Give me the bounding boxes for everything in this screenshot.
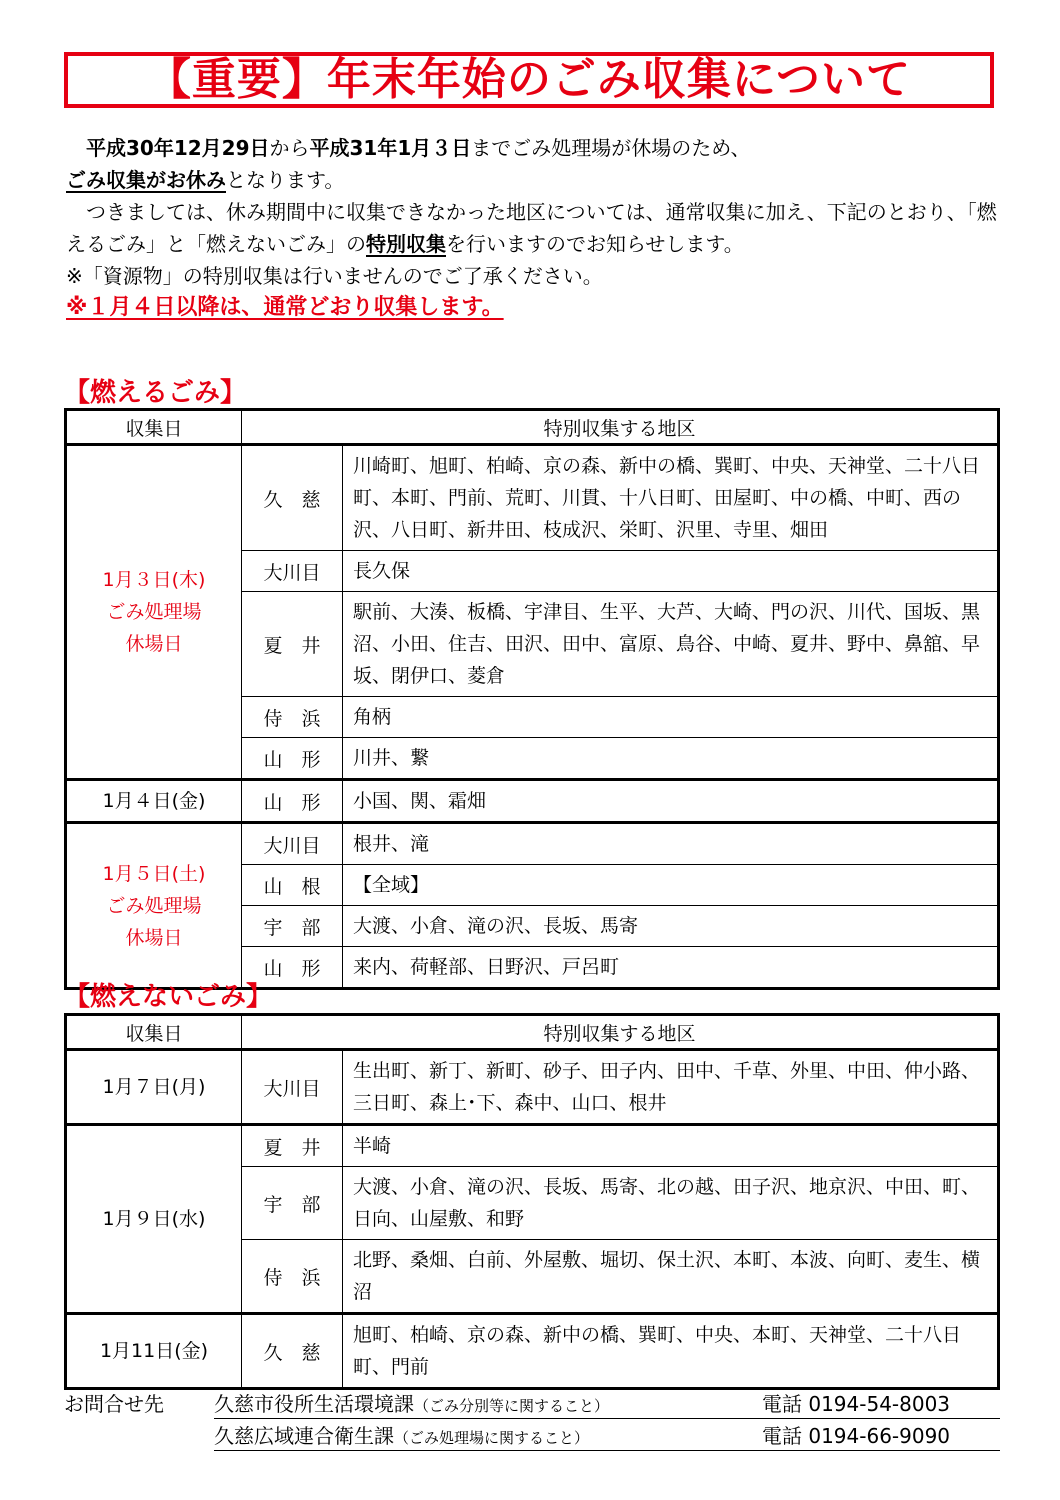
district-name: 夏 井 [242,1125,343,1167]
collection-date-line: 1月５日(土) [102,862,206,885]
collection-date-line: 1月３日(木) [102,569,206,591]
contact-divider [214,1450,1000,1451]
table-header-row [66,1015,999,1050]
collection-date-line: 1月９日(水) [102,1208,206,1230]
normal-collection-notice: ※１月４日以降は、通常どおり収集します。 [66,295,504,320]
resource-notice: ※「資源物」の特別収集は行いませんのでご了承ください。 [66,264,603,288]
contact-org-name: 久慈市役所生活環境課 [214,1392,414,1416]
end-date: 平成31年1月３日 [309,136,472,160]
district-name: 山 根 [242,865,343,906]
contact-tel-2: 電話 0194-66-9090 [762,1424,951,1448]
intro-text-fragment: までごみ処理場が休場のため、 [471,136,751,160]
area-list: 角柄 [343,697,999,738]
nonburnable-table [64,1013,1000,1390]
district-name: 大川目 [242,1050,343,1125]
start-date: 平成30年12月29日 [86,136,270,160]
collection-date [66,1314,242,1389]
intro-text-fragment: となります。 [226,168,345,192]
area-list: 旭町、柏崎、京の森、新中の橋、巽町、中央、本町、天神堂、二十八日町、門前 [343,1314,999,1389]
collection-date [66,823,242,989]
area-list: 生出町、新丁、新町、砂子、田子内、田中、千草、外里、中田、仲小路、三日町、森上･下、森中、山口、根井 [343,1050,999,1125]
area-list: 川崎町、旭町、柏崎、京の森、新中の橋、巽町、中央、天神堂、二十八日町、本町、門前、荒町、川貫、十八日町、田屋町、中の橋、中町、西の沢、八日町、新井田、枝成沢、栄町、沢里、寺里、畑田 [343,445,999,551]
table-row [66,780,999,823]
nonburnable-heading: 【燃えないごみ】 [64,982,273,1012]
area-list: 大渡、小倉、滝の沢、長坂、馬寄 [343,906,999,947]
intro-text [66,132,1006,324]
district-name: 山 形 [242,738,343,780]
contact-tel-1: 電話 0194-54-8003 [762,1392,951,1416]
table-row [66,445,999,551]
table-row [66,1314,999,1389]
area-list: 来内、荷軽部、日野沢、戸呂町 [343,947,999,989]
area-list: 【全域】 [343,865,999,906]
district-name: 侍 浜 [242,1240,343,1314]
contact-org-name: 久慈広域連合衛生課 [214,1424,394,1448]
district-name: 宇 部 [242,906,343,947]
collection-off-notice: ごみ収集がお休み [66,168,226,192]
contact-org-2 [214,1420,589,1452]
district-name: 久 慈 [242,445,343,551]
table-row [66,1125,999,1167]
district-name: 大川目 [242,551,343,592]
intro-text-fragment: から [269,136,310,160]
collection-date [66,445,242,780]
collection-date-line: 1月11日(金) [99,1340,209,1362]
collection-date-line: 休場日 [125,633,183,655]
district-name: 山 形 [242,780,343,823]
contact-divider [214,1418,1000,1419]
district-name: 夏 井 [242,592,343,697]
contact-org-1 [214,1388,609,1420]
title-box [64,52,994,108]
district-name: 久 慈 [242,1314,343,1389]
intro-text-fragment: つきましては、休み期間中に収集できなかった地区については、通常収集に加え、下記のとおり、「燃えるごみ」と「燃えないごみ」の [66,200,997,256]
page-title: 【重要】年末年始のごみ収集について [146,54,912,105]
contact-note: （ごみ分別等に関すること） [414,1397,610,1415]
collection-date-line: 1月４日(金) [102,790,206,812]
area-list: 北野、桑畑、白前、外屋敷、堀切、保土沢、本町、本波、向町、麦生、横沼 [343,1240,999,1314]
table-header-row [66,410,999,445]
area-list: 長久保 [343,551,999,592]
area-list: 大渡、小倉、滝の沢、長坂、馬寄、北の越、田子沢、地京沢、中田、町、日向、山屋敷、和野 [343,1167,999,1240]
table-row [66,823,999,865]
area-list: 駅前、大湊、板橋、宇津目、生平、大芦、大崎、門の沢、川代、国坂、黒沼、小田、住吉、田沢、田中、富原、鳥谷、中崎、夏井、野中、鼻舘、早坂、閉伊口、菱倉 [343,592,999,697]
contact-label: お問合せ先 [64,1392,164,1416]
area-list: 半崎 [343,1125,999,1167]
header-special-area: 特別収集する地区 [242,1015,999,1050]
area-list: 小国、関、霜畑 [343,780,999,823]
intro-text-fragment: を行いますのでお知らせします。 [446,232,744,256]
header-collection-date: 収集日 [66,410,242,445]
area-list: 根井、滝 [343,823,999,865]
special-collection-label: 特別収集 [366,232,446,256]
collection-date-line: ごみ処理場 [106,601,202,623]
header-special-area: 特別収集する地区 [242,410,999,445]
collection-date [66,1050,242,1125]
district-name: 山 形 [242,947,343,989]
collection-date [66,780,242,823]
collection-date [66,1125,242,1314]
collection-date-line: ごみ処理場 [106,894,202,917]
table-row [66,1050,999,1125]
district-name: 宇 部 [242,1167,343,1240]
header-collection-date: 収集日 [66,1015,242,1050]
area-list: 川井、繋 [343,738,999,780]
burnable-heading: 【燃えるごみ】 [64,378,247,408]
intro-paragraph-2 [66,196,1006,260]
burnable-table [64,408,1000,990]
district-name: 大川目 [242,823,343,865]
collection-date-line: 休場日 [125,926,183,949]
contact-note: （ごみ処理場に関すること） [394,1429,590,1447]
district-name: 侍 浜 [242,697,343,738]
collection-date-line: 1月７日(月) [102,1076,206,1098]
intro-paragraph-1 [66,132,1006,196]
